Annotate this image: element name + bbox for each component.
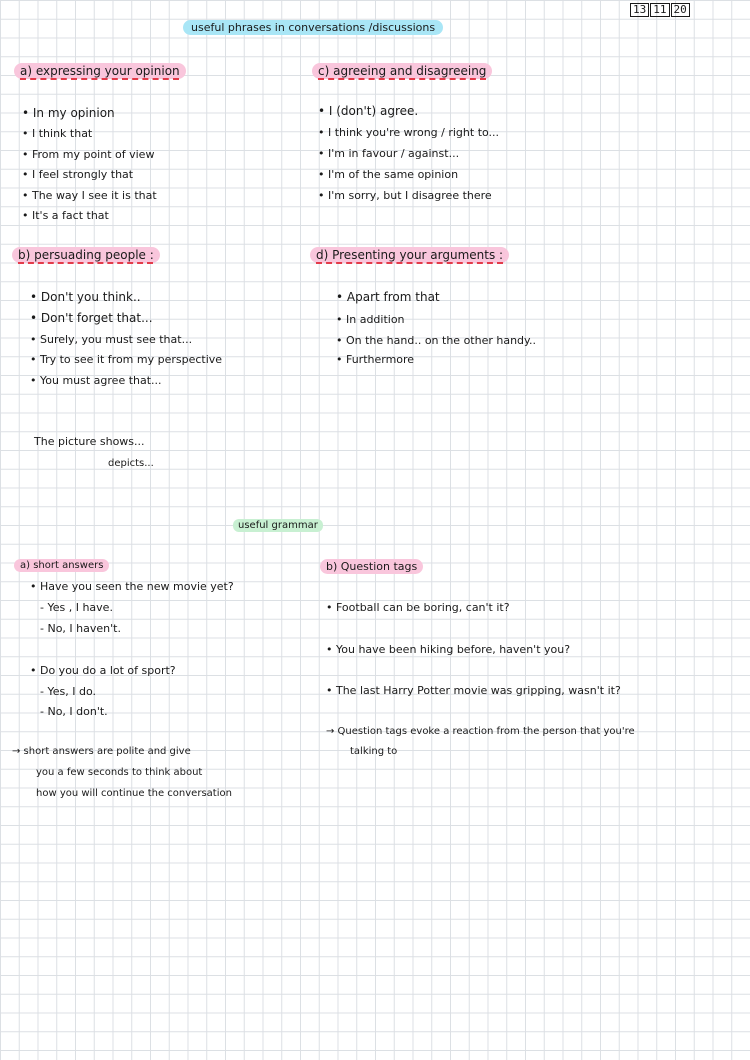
question-tags-heading-text: b) Question tags [320,559,423,574]
date-month: 11 [650,3,669,17]
list-item: • I feel strongly that [22,168,134,181]
list-item: • In addition [336,313,405,326]
short-answers-heading-text: a) short answers [14,559,109,572]
list-item: • Football can be boring, can't it? [326,601,510,614]
answer-item: - Yes, I do. [40,685,96,698]
section-c-heading [312,64,492,78]
list-item: • The last Harry Potter movie was gripping, wasn't it? [326,684,621,697]
list-item: • I'm of the same opinion [318,168,459,181]
question-1: • Have you seen the new movie yet? [30,580,234,593]
list-item: • In my opinion [22,106,115,120]
grammar-heading: useful grammar [233,519,323,532]
list-item: • Surely, you must see that... [30,333,193,346]
section-a-heading-text: a) expressing your opinion [14,63,186,79]
date-stamp [630,3,691,17]
question-tags-heading [320,560,423,573]
question-tags-note-line: talking to [350,746,398,757]
list-item: • Don't you think.. [30,290,141,304]
list-item: • I think you're wrong / right to... [318,126,500,139]
list-item: • I'm sorry, but I disagree there [318,189,492,202]
list-item: • I think that [22,127,93,140]
answer-item: - Yes , I have. [40,601,113,614]
short-answers-note-line: how you will continue the conversation [36,788,232,799]
list-item: • From my point of view [22,148,155,161]
list-item: • Try to see it from my perspective [30,353,223,366]
section-d-heading-text: d) Presenting your arguments : [310,247,509,263]
list-item: • You have been hiking before, haven't you? [326,643,571,656]
section-c-heading-text: c) agreeing and disagreeing [312,63,492,79]
section-b-heading [12,248,160,262]
list-item: • Apart from that [336,290,440,304]
picture-depicts: depicts... [108,458,154,469]
question-2: • Do you do a lot of sport? [30,664,176,677]
answer-item: - No, I don't. [40,705,108,718]
section-a-heading [14,64,186,78]
section-b-heading-text: b) persuading people : [12,247,160,263]
list-item: • I (don't) agree. [318,104,419,118]
date-day: 13 [630,3,649,17]
answer-item: - No, I haven't. [40,622,121,635]
page-title: useful phrases in conversations /discussions [183,20,443,35]
question-tags-note-line: → Question tags evoke a reaction from the person that you're [326,726,635,737]
short-answers-heading [14,560,109,571]
list-item: • You must agree that... [30,374,162,387]
list-item: • It's a fact that [22,209,109,222]
list-item: • On the hand.. on the other handy.. [336,334,536,347]
section-d-heading [310,248,509,262]
date-year: 20 [671,3,690,17]
short-answers-note-line: → short answers are polite and give [12,746,191,757]
list-item: • I'm in favour / against... [318,147,460,160]
short-answers-note-line: you a few seconds to think about [36,767,203,778]
list-item: • The way I see it is that [22,189,157,202]
picture-shows: The picture shows... [34,435,145,448]
list-item: • Furthermore [336,353,415,366]
list-item: • Don't forget that... [30,311,153,325]
